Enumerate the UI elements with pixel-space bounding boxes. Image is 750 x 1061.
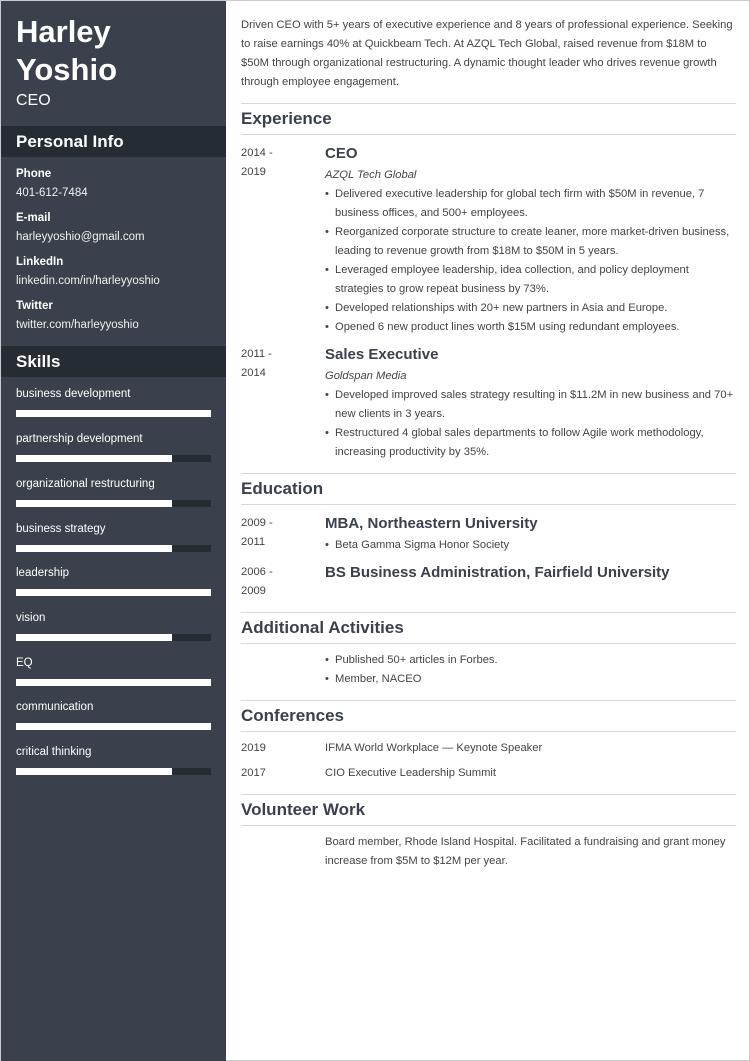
list-item: • Restructured 4 global sales departments to follow Agile work methodology, increasing productivity by 35%. (325, 424, 737, 462)
edu-bullets (325, 536, 737, 555)
candidate-name: Harley Yoshio (16, 14, 118, 87)
conference-year: 2019 (241, 742, 266, 754)
email-label: E-mail (16, 212, 51, 224)
skill-bar (16, 500, 211, 507)
skill-level (16, 768, 172, 775)
skill-bar (16, 768, 211, 775)
list-item: • Reorganized corporate structure to create leaner, more market-driven business, leading to revenue growth from $18M to $50M in 5 years. (325, 223, 737, 261)
skill-level (16, 410, 211, 417)
edu-date-end: 2009 (241, 585, 266, 597)
skill-level (16, 723, 211, 730)
skill-item (16, 610, 211, 641)
conference-name: IFMA World Workplace — Keynote Speaker (325, 742, 543, 754)
skill-name: business strategy (16, 523, 106, 535)
skill-level (16, 679, 211, 686)
experience-heading: Experience (241, 103, 736, 135)
list-item: • Delivered executive leadership for global tech firm with $50M in revenue, 7 business offices, and 500+ employees. (325, 185, 737, 223)
list-item: • Opened 6 new product lines worth $15M using redundant employees. (325, 318, 737, 337)
skill-item (16, 386, 211, 417)
job-title: Sales Executive (325, 346, 439, 363)
job-date-end: 2014 (241, 367, 266, 379)
skill-item (16, 744, 211, 775)
job-company: Goldspan Media (325, 370, 407, 382)
phone-label: Phone (16, 168, 52, 180)
skill-item (16, 699, 211, 730)
volunteer-text: Board member, Rhode Island Hospital. Facilitated a fundraising and grant money increase from $5M to $12M per year. (325, 836, 726, 867)
job-bullets (325, 185, 737, 337)
skill-name: critical thinking (16, 746, 92, 758)
skill-name: partnership development (16, 433, 143, 445)
job-date-start: 2011 - (241, 348, 272, 360)
skill-level (16, 455, 172, 462)
job-bullets (325, 386, 737, 462)
linkedin-label: LinkedIn (16, 256, 64, 268)
phone-value: 401-612-7484 (16, 187, 88, 199)
skill-bar (16, 679, 211, 686)
skill-bar (16, 545, 211, 552)
email-value: harleyyoshio@gmail.com (16, 231, 145, 243)
conference-year: 2017 (241, 767, 266, 779)
job-date-start: 2014 - (241, 147, 273, 159)
activities-list (325, 651, 737, 689)
twitter-label: Twitter (16, 300, 53, 312)
job-title: CEO (325, 145, 358, 162)
skill-level (16, 500, 172, 507)
skill-bar (16, 634, 211, 641)
list-item: • Beta Gamma Sigma Honor Society (325, 536, 737, 555)
list-item: • Leveraged employee leadership, idea collection, and policy deployment strategies to grow repeat business by 73%. (325, 261, 737, 299)
profile-summary: Driven CEO with 5+ years of executive experience and 8 years of professional experience. Seeking to raise earnings 40% at Quickbeam Tech. At AZQL Tech Global, raised revenue from $18M to $50M through organizational restructuring. A dynamic thought leader who drives revenue growth through employee engagement. (241, 19, 733, 88)
skill-name: organizational restructuring (16, 478, 155, 490)
skills-heading: Skills (1, 346, 226, 377)
list-item: • Member, NACEO (325, 670, 737, 689)
skill-bar (16, 589, 211, 596)
skill-level (16, 589, 211, 596)
conferences-heading: Conferences (241, 700, 736, 732)
skill-bar (16, 455, 211, 462)
skill-item (16, 565, 211, 596)
list-item: • Developed relationships with 20+ new partners in Asia and Europe. (325, 299, 737, 318)
edu-degree: MBA, Northeastern University (325, 515, 538, 532)
skill-item (16, 476, 211, 507)
edu-date-start: 2009 - (241, 517, 273, 529)
twitter-value: twitter.com/harleyyoshio (16, 319, 139, 331)
skill-name: EQ (16, 657, 33, 669)
volunteer-heading: Volunteer Work (241, 794, 736, 826)
skill-item (16, 521, 211, 552)
personal-info-heading: Personal Info (1, 126, 226, 157)
skill-bar (16, 410, 211, 417)
sidebar (1, 1, 226, 1061)
edu-date-start: 2006 - (241, 566, 273, 578)
education-heading: Education (241, 473, 736, 505)
skill-level (16, 634, 172, 641)
job-date-end: 2019 (241, 166, 266, 178)
job-company: AZQL Tech Global (325, 169, 417, 181)
list-item: • Published 50+ articles in Forbes. (325, 651, 737, 670)
skill-name: vision (16, 612, 46, 624)
conference-name: CIO Executive Leadership Summit (325, 767, 496, 779)
skill-item (16, 431, 211, 462)
skill-name: communication (16, 701, 94, 713)
skill-name: business development (16, 388, 131, 400)
edu-date-end: 2011 (241, 536, 266, 548)
edu-degree: BS Business Administration, Fairfield University (325, 564, 670, 581)
list-item: • Developed improved sales strategy resulting in $11.2M in new business and 70+ new clients in 3 years. (325, 386, 737, 424)
skill-level (16, 545, 172, 552)
activities-heading: Additional Activities (241, 612, 736, 644)
linkedin-value: linkedin.com/in/harleyyoshio (16, 275, 160, 287)
skill-name: leadership (16, 567, 70, 579)
skill-item (16, 655, 211, 686)
skill-bar (16, 723, 211, 730)
candidate-title: CEO (16, 92, 51, 109)
